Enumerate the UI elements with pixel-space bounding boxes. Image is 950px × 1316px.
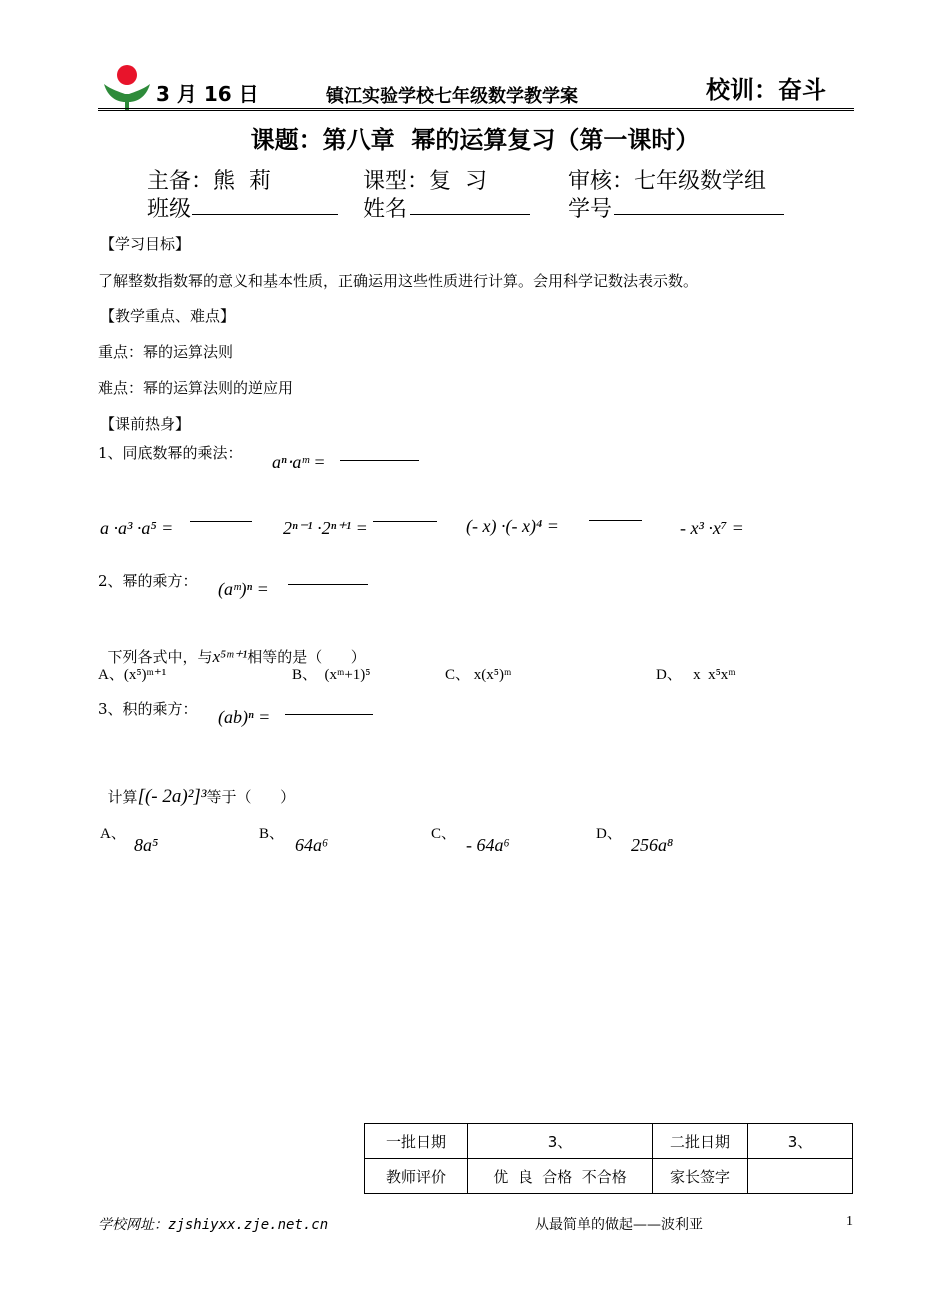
first-batch-label: 一批日期: [365, 1124, 468, 1159]
q2-rule: (aᵐ)ⁿ =: [218, 579, 269, 599]
info-reviewer: 审核：七年级数学组: [568, 169, 767, 194]
info-type: 课型：复 习: [363, 169, 487, 194]
footer-slogan: 从最简单的做起——波利亚: [535, 1217, 703, 1233]
q3-question-post: 等于（ ）: [206, 788, 296, 806]
q1-ex2-blank[interactable]: [373, 521, 437, 522]
q1-ex4: - x³ ·x⁷ =: [680, 518, 744, 538]
name-label: 姓名: [363, 197, 408, 222]
q3-option-b-value[interactable]: 64a⁶: [295, 835, 329, 855]
difficulty: 难点：幂的运算法则的逆应用: [98, 379, 294, 397]
parent-sign-label: 家长签字: [653, 1159, 748, 1194]
q3-rule: (ab)ⁿ =: [218, 707, 271, 727]
second-batch-label: 二批日期: [653, 1124, 748, 1159]
objectives-heading: 【学习目标】: [100, 235, 191, 253]
info-preparer: 主备：熊 莉: [147, 169, 271, 194]
q3-option-d-value[interactable]: 256a⁸: [631, 835, 674, 855]
q3-question: [98, 768, 295, 808]
footer-website: 学校网址：zjshiyxx.zje.net.cn: [98, 1217, 329, 1233]
teacher-eval-label: 教师评价: [365, 1159, 468, 1194]
q1-ex3: (- x) ·(- x)⁴ =: [466, 516, 559, 536]
class-label: 班级: [147, 197, 192, 222]
q3-option-c-letter: C、: [431, 826, 457, 842]
q3-question-expr: [(- 2a)²]³: [137, 786, 207, 807]
review-row-eval: [365, 1159, 853, 1194]
footer-page-number: 1: [846, 1214, 853, 1229]
q1-rule-blank[interactable]: [340, 460, 419, 461]
q2-option-d[interactable]: D、 x x⁵xᵐ: [656, 667, 736, 683]
header-rule: [98, 108, 854, 111]
q1-ex1: a ·a³ ·a⁵ =: [100, 518, 174, 538]
second-batch-date[interactable]: 3、: [748, 1124, 853, 1159]
q1-ex2: 2ⁿ⁻¹ ·2ⁿ⁺¹ =: [283, 518, 368, 538]
first-batch-date[interactable]: 3、: [468, 1124, 653, 1159]
q3-option-a-letter: A、: [100, 826, 126, 842]
id-blank[interactable]: [614, 214, 784, 215]
header-date: 3 月 16 日: [156, 82, 259, 106]
key-heading: 【教学重点、难点】: [100, 307, 236, 325]
id-label: 学号: [568, 197, 613, 222]
header-motto: 校训：奋斗: [706, 76, 826, 104]
q2-option-b[interactable]: B、 (xᵐ+1)⁵: [292, 667, 371, 683]
key-point: 重点：幂的运算法则: [98, 343, 234, 361]
parent-sign-field[interactable]: [748, 1159, 853, 1194]
q3-option-c-value[interactable]: - 64a⁶: [466, 835, 510, 855]
q2-option-c[interactable]: C、 x(x⁵)ᵐ: [445, 667, 512, 683]
q3-question-pre: 计算: [107, 788, 138, 806]
q3-option-d-letter: D、: [596, 826, 622, 842]
q2-rule-blank[interactable]: [288, 584, 368, 585]
class-blank[interactable]: [192, 214, 338, 215]
header-school-title: 镇江实验学校七年级数学教学案: [326, 86, 578, 107]
q1-ex3-blank[interactable]: [589, 520, 642, 521]
q3-label: 3、积的乘方：: [98, 700, 198, 718]
objectives-text: 了解整数指数幂的意义和基本性质，正确运用这些性质进行计算。会用科学记数法表示数。: [98, 272, 699, 290]
q2-option-a[interactable]: A、(x⁵)ᵐ⁺¹: [98, 667, 167, 683]
teacher-eval-options[interactable]: 优 良 合格 不合格: [468, 1159, 653, 1194]
q1-ex1-blank[interactable]: [190, 521, 252, 522]
q1-rule: aⁿ⋅aᵐ =: [272, 452, 326, 472]
q3-option-a-value[interactable]: 8a⁵: [134, 835, 159, 855]
review-row-batch: [365, 1124, 853, 1159]
name-blank[interactable]: [410, 214, 530, 215]
q2-question: [98, 628, 366, 667]
page-title: 课题：第八章 幂的运算复习（第一课时）: [250, 126, 700, 154]
q3-rule-blank[interactable]: [285, 714, 373, 715]
review-table: [364, 1123, 853, 1194]
warmup-heading: 【课前热身】: [100, 415, 191, 433]
q1-label: 1、同底数幂的乘法：: [98, 444, 243, 462]
q2-question-post: 相等的是（ ）: [247, 648, 366, 666]
q3-option-b-letter: B、: [259, 826, 285, 842]
school-logo: [100, 64, 152, 112]
q2-label: 2、幂的乘方：: [98, 572, 198, 590]
q2-question-pre: 下列各式中，与: [107, 648, 213, 666]
q2-question-expr: x⁵ᵐ⁺¹: [212, 647, 248, 666]
